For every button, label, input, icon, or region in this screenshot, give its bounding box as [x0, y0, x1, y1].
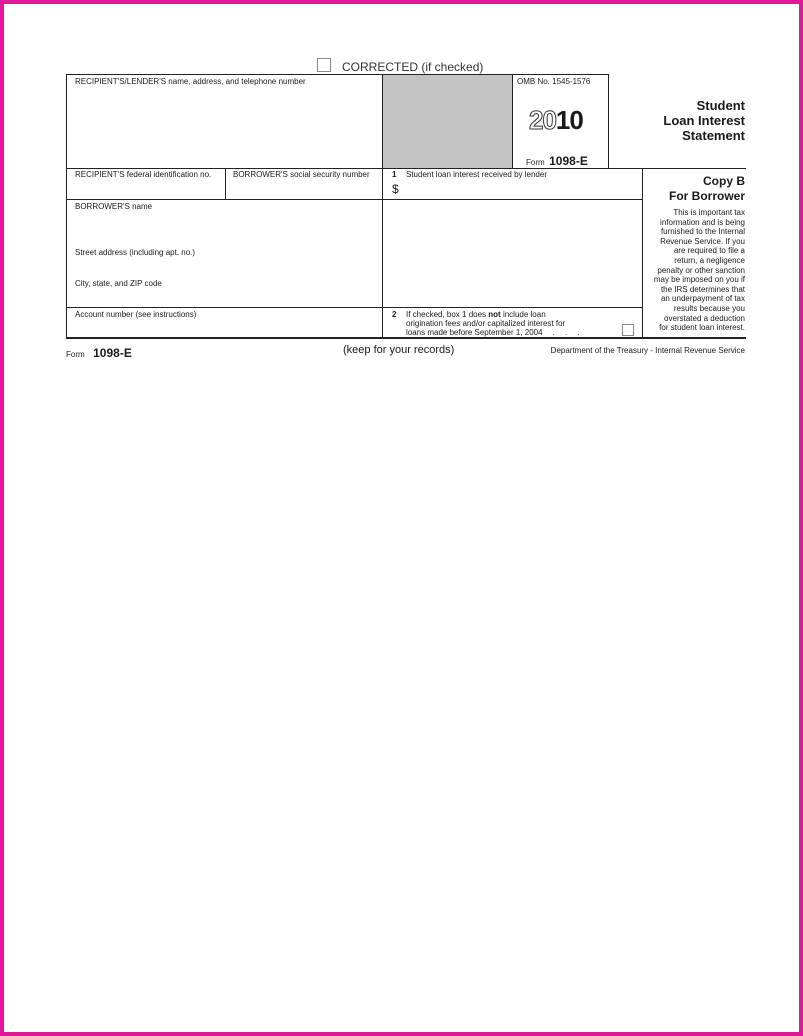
- title-line-2: Loan Interest: [663, 113, 745, 128]
- copy-notice-line: furnished to the Internal: [660, 227, 745, 237]
- form-left-border: [66, 74, 67, 338]
- copy-subtitle: For Borrower: [668, 189, 745, 203]
- box1-label: Student loan interest received by lender: [406, 170, 547, 179]
- footer-form-id: [66, 344, 132, 362]
- copy-notice-line: for student loan interest.: [659, 323, 745, 333]
- copy-notice-line: an underpayment of tax: [660, 294, 745, 304]
- box2-line-1-bold: not: [488, 310, 501, 319]
- copy-notice-line: are required to file a: [673, 246, 745, 256]
- box2-line-3-text: loans made before September 1, 2004: [406, 328, 543, 337]
- box2-line-2: origination fees and/or capitalized interest for: [406, 319, 566, 328]
- borrower-street-label: Street address (including apt. no.): [75, 248, 196, 257]
- box2-checkbox[interactable]: [622, 324, 634, 336]
- tax-year-suffix: 10: [555, 105, 583, 135]
- box1-number: 1: [392, 170, 397, 179]
- box2-number: 2: [392, 310, 397, 319]
- form-number: 1098-E: [549, 154, 588, 168]
- form-title: [663, 98, 745, 143]
- copy-notice-line: may be imposed on you if: [653, 275, 745, 285]
- divider-h2: [66, 199, 643, 200]
- borrower-city-label: City, state, and ZIP code: [75, 279, 162, 288]
- copy-notice-line: information and is being: [660, 217, 745, 227]
- copy-notice-line: the IRS determines that: [660, 284, 745, 294]
- shaded-box: [383, 75, 512, 168]
- footer-keep-records: (keep for your records): [343, 344, 455, 356]
- copy-notice-line: This is important tax: [673, 208, 745, 217]
- box1-currency: $: [392, 182, 399, 196]
- copy-notice: [635, 208, 745, 333]
- borrower-name-label: BORROWER'S name: [75, 202, 153, 211]
- copy-b-heading: [669, 174, 745, 204]
- box2-line-1: [406, 310, 621, 319]
- divider-v5: [225, 168, 226, 199]
- copy-notice-line: results because you: [673, 303, 745, 313]
- box2-line-1-post: include loan: [500, 310, 546, 319]
- form-id-header: [526, 152, 588, 170]
- divider-v3: [608, 74, 609, 168]
- title-line-1: Student: [696, 98, 745, 113]
- divider-v2: [512, 74, 513, 168]
- box2-line-3: [406, 328, 621, 337]
- tax-year: [529, 105, 583, 136]
- recipient-fed-id-label: RECIPIENT'S federal identification no.: [75, 170, 212, 179]
- footer-form-word: Form: [66, 350, 85, 359]
- copy-notice-line: penalty or other sanction: [657, 265, 745, 275]
- copy-notice-line: overstated a deduction: [664, 313, 745, 323]
- copy-notice-line: Revenue Service. If you: [660, 236, 745, 246]
- corrected-checkbox[interactable]: [317, 58, 331, 72]
- account-number-label: Account number (see instructions): [75, 310, 197, 319]
- box2-text: [406, 310, 621, 337]
- recipient-name-label: RECIPIENT'S/LENDER'S name, address, and telephone number: [75, 77, 306, 86]
- footer-department: Department of the Treasury - Internal Revenue Service: [550, 346, 745, 355]
- corrected-label: CORRECTED (if checked): [342, 60, 484, 74]
- divider-h1: [66, 168, 746, 169]
- form-page: [4, 4, 799, 1032]
- copy-notice-line: return, a negligence: [674, 255, 745, 265]
- tax-year-prefix: 20: [529, 105, 556, 135]
- omb-number: OMB No. 1545-1576: [517, 77, 591, 86]
- divider-h3: [66, 307, 643, 308]
- footer-form-number: 1098-E: [93, 346, 132, 360]
- form-word: Form: [526, 158, 545, 167]
- borrower-ssn-label: BORROWER'S social security number: [233, 170, 370, 179]
- box2-line-1-pre: If checked, box 1 does: [406, 310, 489, 319]
- box2-dots: . . .: [552, 328, 584, 337]
- copy-title: Copy B: [703, 174, 745, 188]
- title-line-3: Statement: [682, 128, 745, 143]
- form-top-border: [66, 74, 609, 75]
- form-bottom-border: [66, 337, 746, 339]
